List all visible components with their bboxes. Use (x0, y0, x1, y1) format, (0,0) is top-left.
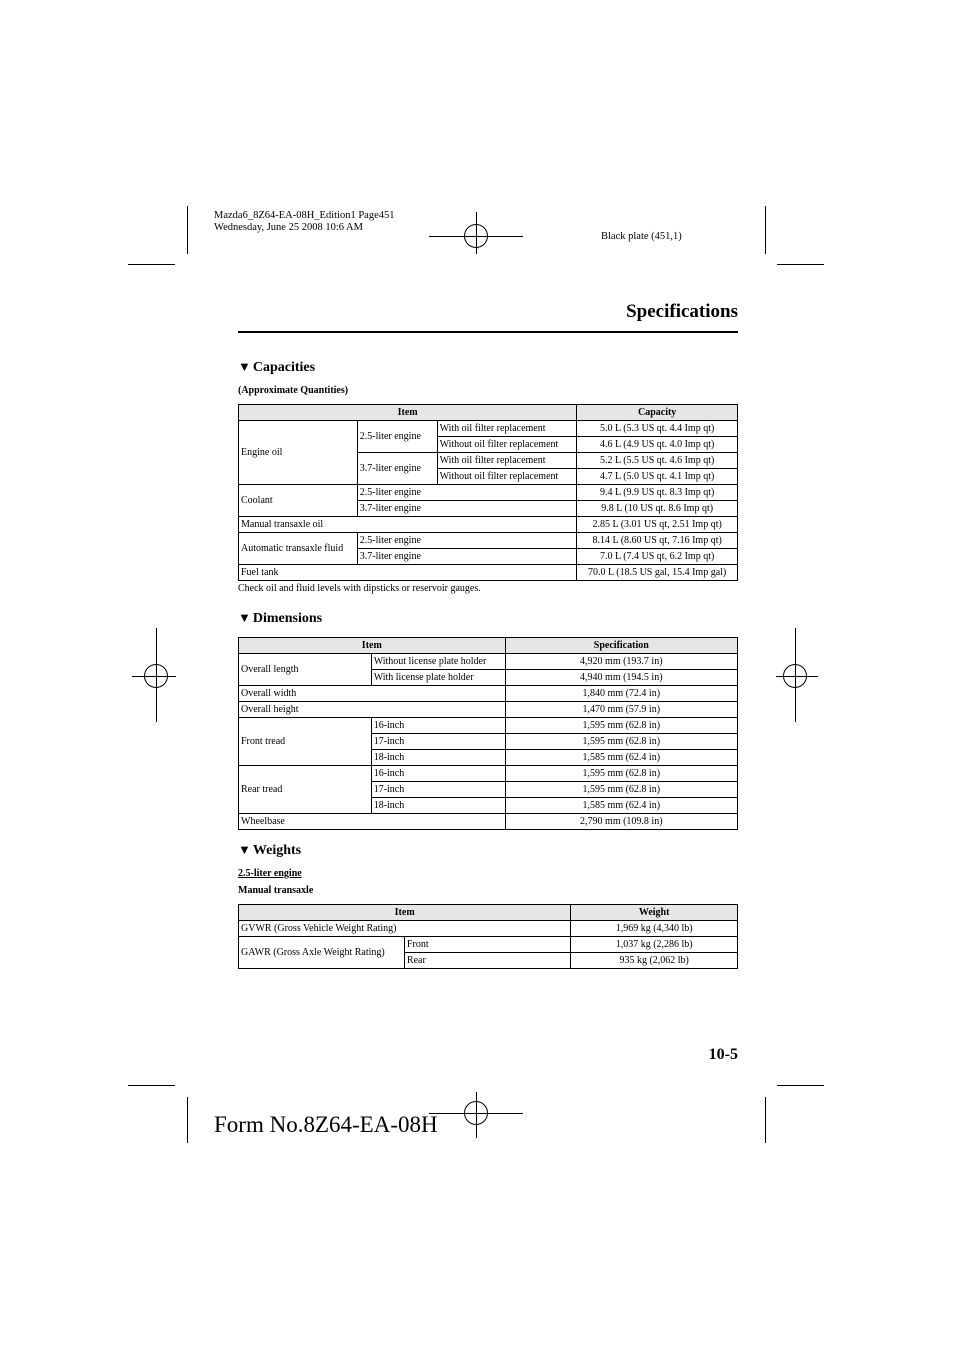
col-item: Item (239, 638, 506, 654)
cell-value: 9.8 L (10 US qt. 8.6 Imp qt) (577, 501, 738, 517)
triangle-down-icon: ▼ (238, 359, 251, 374)
table-row (239, 421, 738, 437)
cell-overall-length: Overall length (239, 654, 372, 686)
cell-value: 1,595 mm (62.8 in) (505, 718, 737, 734)
table-row (239, 686, 738, 702)
page-number: 10-5 (708, 1046, 738, 1063)
col-item: Item (239, 905, 571, 921)
cell-value: 2.85 L (3.01 US qt, 2.51 Imp qt) (577, 517, 738, 533)
table-row (239, 654, 738, 670)
cell-atf: Automatic transaxle fluid (239, 533, 358, 565)
cell-manual-oil: Manual transaxle oil (239, 517, 577, 533)
cell-overall-width: Overall width (239, 686, 506, 702)
table-row (239, 565, 738, 581)
capacities-subheading: (Approximate Quantities) (238, 385, 349, 396)
cell-value: 70.0 L (18.5 US gal, 15.4 Imp gal) (577, 565, 738, 581)
cell-value: 1,969 kg (4,340 lb) (571, 921, 738, 937)
cell-value: 4.6 L (4.9 US qt. 4.0 Imp qt) (577, 437, 738, 453)
cell-value: 5.2 L (5.5 US qt. 4.6 Imp qt) (577, 453, 738, 469)
dimensions-heading: ▼ Dimensions (238, 610, 323, 626)
cell-engine-25: 2.5-liter engine (357, 485, 576, 501)
cell-value: 1,470 mm (57.9 in) (505, 702, 737, 718)
cell-with-plate: With license plate holder (371, 670, 505, 686)
print-meta (214, 210, 395, 234)
cell-wheelbase: Wheelbase (239, 814, 506, 830)
cell-17-inch: 17-inch (371, 782, 505, 798)
weights-transaxle-label: Manual transaxle (238, 885, 314, 896)
cell-engine-oil: Engine oil (239, 421, 358, 485)
table-row (239, 905, 738, 921)
cell-gvwr: GVWR (Gross Vehicle Weight Rating) (239, 921, 571, 937)
table-row (239, 533, 738, 549)
cell-value: 5.0 L (5.3 US qt. 4.4 Imp qt) (577, 421, 738, 437)
capacities-note: Check oil and fluid levels with dipsticks or reservoir gauges. (238, 583, 481, 594)
cell-engine-37: 3.7-liter engine (357, 501, 576, 517)
cell-value: 1,585 mm (62.4 in) (505, 750, 737, 766)
weights-heading: ▼ Weights (238, 842, 302, 858)
weights-engine-label: 2.5-liter engine (238, 868, 302, 879)
cell-front: Front (404, 937, 570, 953)
cell-16-inch: 16-inch (371, 766, 505, 782)
table-row (239, 517, 738, 533)
cell-value: 4.7 L (5.0 US qt. 4.1 Imp qt) (577, 469, 738, 485)
cell-with-filter: With oil filter replacement (437, 453, 577, 469)
cell-engine-37: 3.7-liter engine (357, 453, 437, 485)
black-plate-label: Black plate (451,1) (601, 231, 682, 242)
triangle-down-icon: ▼ (238, 842, 251, 857)
cell-value: 1,595 mm (62.8 in) (505, 734, 737, 750)
table-row (239, 405, 738, 421)
cell-coolant: Coolant (239, 485, 358, 517)
table-row (239, 485, 738, 501)
cell-rear-tread: Rear tread (239, 766, 372, 814)
cell-value: 7.0 L (7.4 US qt, 6.2 Imp qt) (577, 549, 738, 565)
cell-16-inch: 16-inch (371, 718, 505, 734)
cell-fuel-tank: Fuel tank (239, 565, 577, 581)
cell-engine-25: 2.5-liter engine (357, 421, 437, 453)
cell-value: 1,840 mm (72.4 in) (505, 686, 737, 702)
cell-gawr: GAWR (Gross Axle Weight Rating) (239, 937, 405, 969)
table-row (239, 937, 738, 953)
cell-18-inch: 18-inch (371, 798, 505, 814)
cell-engine-37: 3.7-liter engine (357, 549, 576, 565)
cell-front-tread: Front tread (239, 718, 372, 766)
cell-18-inch: 18-inch (371, 750, 505, 766)
cell-value: 935 kg (2,062 lb) (571, 953, 738, 969)
table-row (239, 638, 738, 654)
capacities-heading: ▼ Capacities (238, 359, 316, 375)
col-item: Item (239, 405, 577, 421)
triangle-down-icon: ▼ (238, 610, 251, 625)
cell-value: 4,920 mm (193.7 in) (505, 654, 737, 670)
title-rule (238, 331, 738, 333)
cell-without-plate: Without license plate holder (371, 654, 505, 670)
page-title: Specifications (626, 301, 738, 322)
cell-value: 1,585 mm (62.4 in) (505, 798, 737, 814)
cell-overall-height: Overall height (239, 702, 506, 718)
weights-table (238, 904, 738, 969)
cell-value: 4,940 mm (194.5 in) (505, 670, 737, 686)
dimensions-table (238, 637, 738, 830)
form-number: Form No.8Z64-EA-08H (214, 1112, 438, 1137)
cell-17-inch: 17-inch (371, 734, 505, 750)
cell-without-filter: Without oil filter replacement (437, 437, 577, 453)
table-row (239, 921, 738, 937)
cell-rear: Rear (404, 953, 570, 969)
print-meta-line2: Wednesday, June 25 2008 10:6 AM (214, 222, 363, 233)
table-row (239, 814, 738, 830)
cell-value: 2,790 mm (109.8 in) (505, 814, 737, 830)
cell-value: 1,595 mm (62.8 in) (505, 782, 737, 798)
cell-value: 8.14 L (8.60 US qt, 7.16 Imp qt) (577, 533, 738, 549)
table-row (239, 702, 738, 718)
cell-engine-25: 2.5-liter engine (357, 533, 576, 549)
col-capacity: Capacity (577, 405, 738, 421)
cell-value: 1,595 mm (62.8 in) (505, 766, 737, 782)
cell-value: 9.4 L (9.9 US qt. 8.3 Imp qt) (577, 485, 738, 501)
col-weight: Weight (571, 905, 738, 921)
cell-with-filter: With oil filter replacement (437, 421, 577, 437)
capacities-table (238, 404, 738, 581)
table-row (239, 766, 738, 782)
cell-without-filter: Without oil filter replacement (437, 469, 577, 485)
table-row (239, 718, 738, 734)
print-meta-line1: Mazda6_8Z64-EA-08H_Edition1 Page451 (214, 210, 395, 221)
cell-value: 1,037 kg (2,286 lb) (571, 937, 738, 953)
col-specification: Specification (505, 638, 737, 654)
